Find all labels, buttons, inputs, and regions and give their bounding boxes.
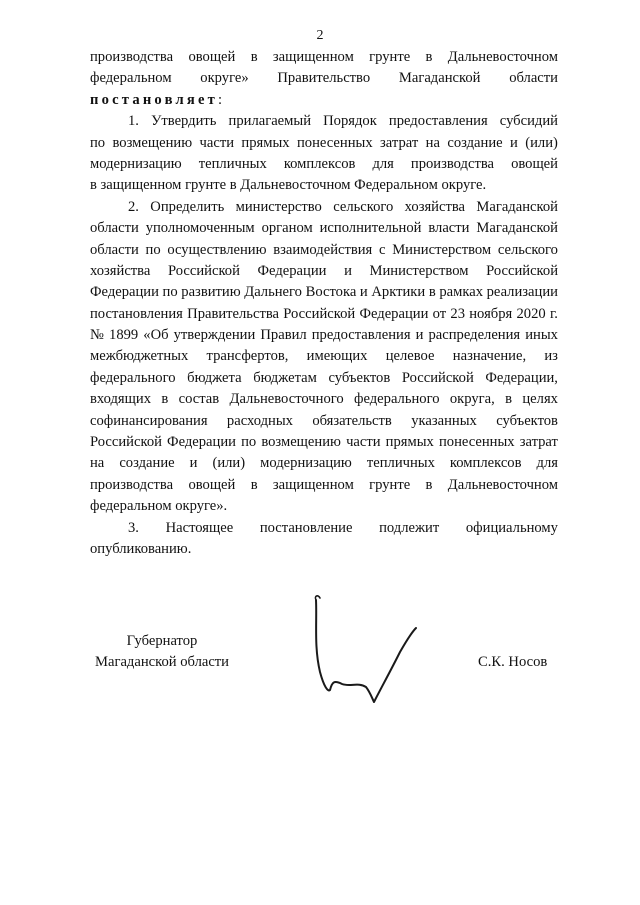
word: по	[241, 434, 257, 451]
text-line	[90, 432, 558, 453]
word: предоставления	[388, 113, 488, 130]
word: комплексов	[283, 155, 356, 172]
word: целевое	[385, 348, 435, 365]
text-line: опубликованию.	[90, 540, 192, 557]
word: Российской	[90, 434, 162, 451]
word: целях	[522, 391, 558, 408]
word: 1899	[109, 327, 139, 344]
word: модернизацию	[260, 455, 352, 472]
word: сельского	[333, 198, 394, 215]
word: по	[90, 134, 106, 151]
word: и	[415, 327, 424, 344]
word: Министерством	[369, 262, 469, 279]
word: округа,	[449, 391, 495, 408]
text-line	[90, 90, 558, 111]
word: министерство	[235, 198, 322, 215]
word: производства	[90, 476, 174, 493]
word: для	[372, 155, 394, 172]
text-line	[90, 389, 558, 410]
text-line	[90, 197, 558, 218]
word: понесенных	[438, 434, 515, 451]
word: Определить	[150, 198, 225, 215]
word: рамках	[439, 284, 483, 301]
text-line	[90, 411, 558, 432]
word: бюджетам	[253, 369, 317, 386]
text-line	[90, 133, 558, 154]
word: грунте	[369, 49, 411, 65]
word: и	[344, 262, 352, 279]
word: хозяйства	[404, 198, 466, 215]
word: области	[509, 70, 558, 87]
word: Дальневосточном	[447, 476, 558, 493]
word: состав	[178, 391, 220, 408]
word: федерального	[354, 391, 440, 408]
word: хозяйства	[90, 262, 151, 279]
word: постановление	[259, 519, 353, 536]
word: Федерации	[359, 305, 429, 322]
signatory-name: С.К. Носов	[478, 654, 548, 670]
word: входящих	[90, 391, 151, 408]
resolution-keyword: постановляет	[90, 91, 218, 108]
word: (или)	[525, 134, 558, 151]
word: тепличных	[366, 455, 435, 472]
word: из	[544, 348, 558, 365]
word: по	[145, 241, 161, 258]
word: федеральном	[90, 70, 172, 87]
word: прямых	[385, 434, 434, 451]
text-line: в защищенном грунте в Дальневосточном Федеральном округе.	[90, 177, 487, 194]
word: уполномоченным	[145, 220, 255, 237]
word: от	[432, 305, 447, 322]
word: исполнительной	[319, 220, 422, 237]
word: в	[425, 49, 433, 65]
text-line	[90, 368, 558, 389]
word: предоставления	[311, 327, 411, 344]
word: Дальневосточного	[229, 391, 344, 408]
handwritten-signature	[300, 592, 430, 712]
text-line	[90, 475, 558, 496]
word: ноября	[469, 305, 513, 322]
word: в	[428, 284, 436, 301]
word: производства	[410, 155, 495, 172]
word: осуществлению	[167, 241, 267, 258]
word: прямых	[241, 134, 290, 151]
text-line	[90, 304, 558, 325]
word: и	[189, 455, 198, 472]
text-line	[90, 240, 558, 261]
word: власти	[428, 220, 470, 237]
word: по	[162, 284, 178, 301]
word: Федерации	[90, 284, 159, 301]
word: тепличных	[198, 155, 267, 172]
word: утверждении	[173, 327, 256, 344]
word: в	[425, 476, 433, 493]
word: официальному	[465, 519, 558, 536]
word: Федерации	[257, 262, 327, 279]
word: Магаданской	[398, 70, 481, 87]
word: на	[90, 455, 105, 472]
text-line	[90, 154, 558, 175]
word: подлежит	[379, 519, 440, 536]
word: прилагаемый	[228, 113, 312, 130]
word: Российской	[486, 262, 558, 279]
word: г.	[549, 305, 558, 322]
word: федерального	[90, 369, 176, 386]
signatory-title-line2: Магаданской области	[95, 654, 229, 671]
word: Дальнего	[244, 284, 302, 301]
word: затрат	[380, 134, 419, 151]
page-number: 2	[316, 28, 324, 43]
text-line	[90, 325, 558, 346]
signatory-title-line1: Губернатор	[126, 633, 198, 649]
word: и	[359, 284, 368, 301]
word: межбюджетных	[90, 348, 189, 365]
word: трансфертов,	[206, 348, 289, 365]
text-line	[90, 282, 558, 303]
word: Магаданской	[476, 220, 558, 237]
text-line	[90, 111, 558, 132]
word: округе»	[200, 70, 249, 87]
text-line	[90, 518, 558, 539]
word: комплексов	[449, 455, 522, 472]
word: Российской	[167, 262, 240, 279]
word: субсидий	[499, 113, 558, 130]
word: органом	[261, 220, 313, 237]
word: и	[510, 134, 518, 151]
word: затрат	[519, 434, 558, 451]
word: Арктики	[371, 284, 426, 301]
word: софинансирования	[90, 412, 208, 429]
word: в	[161, 391, 169, 408]
text-line	[90, 218, 558, 239]
word: сельского	[497, 241, 558, 258]
word: субъектов	[496, 412, 558, 429]
word: обязательств	[312, 412, 392, 429]
word: для	[536, 455, 558, 472]
word: развитию	[181, 284, 241, 301]
word: возмещению	[112, 134, 193, 151]
word: области	[90, 220, 139, 237]
word: бюджета	[187, 369, 242, 386]
word: Порядок	[323, 113, 377, 130]
word: защищенном	[272, 476, 354, 493]
word: Российской	[401, 369, 474, 386]
word: иных	[525, 327, 558, 344]
word: Правительства	[187, 305, 279, 322]
document-body	[90, 47, 558, 560]
word: Российской	[283, 305, 356, 322]
word: области	[90, 241, 139, 258]
word: Дальневосточном	[447, 49, 558, 65]
word: на	[425, 134, 440, 151]
word: постановления	[90, 305, 183, 322]
word: создание	[447, 134, 503, 151]
colon: :	[218, 91, 223, 108]
word: Настоящее	[165, 519, 234, 536]
word: овощей	[188, 476, 236, 493]
word: Востока	[305, 284, 357, 301]
word: производства	[90, 49, 174, 65]
signatory-title	[92, 631, 232, 674]
word: (или)	[212, 455, 246, 472]
word: Федерации	[167, 434, 236, 451]
word: возмещению	[261, 434, 341, 451]
text-line	[90, 346, 558, 367]
word: в	[250, 476, 258, 493]
word: №	[90, 327, 104, 344]
word: Правил	[260, 327, 307, 344]
word: грунте	[369, 476, 411, 493]
word: «Об	[143, 327, 169, 344]
word: модернизацию	[90, 155, 182, 172]
word: создание	[119, 455, 175, 472]
word: распределения	[428, 327, 521, 344]
word: Федерации,	[485, 369, 558, 386]
word: 1.	[128, 113, 139, 130]
word: овощей	[188, 49, 236, 65]
word: 2020	[516, 305, 546, 322]
word: понесенных	[297, 134, 373, 151]
word: Магаданской	[476, 198, 558, 215]
word: Министерством	[392, 241, 492, 258]
word: в	[250, 49, 258, 65]
word: взаимодействия	[273, 241, 373, 258]
text-line	[90, 453, 558, 474]
text-line	[90, 47, 558, 68]
word: 23	[450, 305, 465, 322]
word: части	[346, 434, 381, 451]
word: субъектов	[328, 369, 391, 386]
word: расходных	[226, 412, 293, 429]
word: части	[199, 134, 235, 151]
word: реализации	[486, 284, 558, 301]
text-line: федеральном округе».	[90, 498, 228, 515]
text-line	[90, 68, 558, 89]
word: назначение,	[452, 348, 527, 365]
word: 3.	[128, 519, 139, 536]
word: указанных	[411, 412, 477, 429]
word: имеющих	[306, 348, 368, 365]
word: овощей	[511, 155, 558, 172]
word: Утвердить	[151, 113, 217, 130]
word: Правительство	[277, 70, 371, 87]
text-line	[90, 261, 558, 282]
word: в	[505, 391, 513, 408]
word: с	[379, 241, 386, 258]
word: 2.	[128, 198, 139, 215]
word: защищенном	[272, 49, 354, 65]
